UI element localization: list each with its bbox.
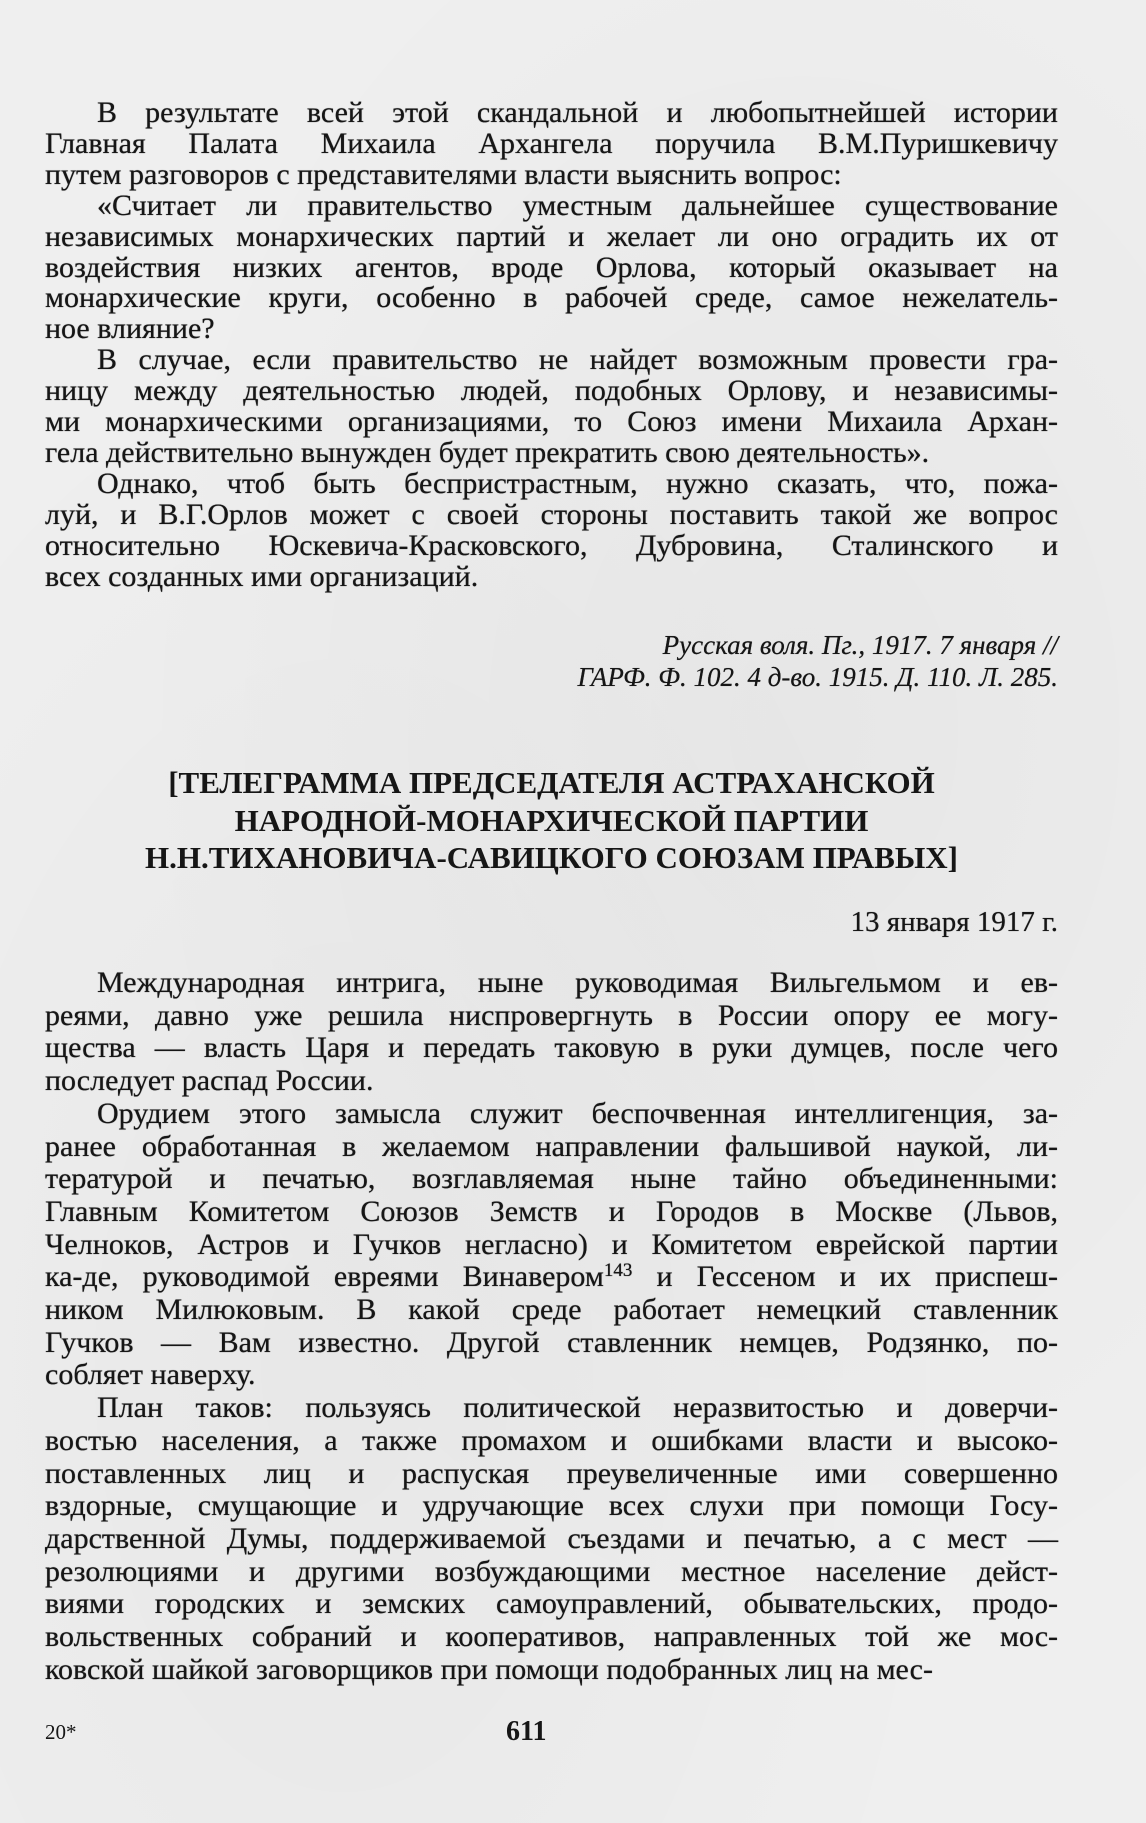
text-line: Орудием этого замысла служит беспочвенная интеллигенция, за- <box>97 1096 1058 1130</box>
source-citation-line: ГАРФ. Ф. 102. 4 д-во. 1915. Д. 110. Л. 285. <box>577 662 1058 692</box>
footnote-marker: 143 <box>603 1260 633 1282</box>
text-line: Международная интрига, ныне руководимая Вильгельмом и ев- <box>97 966 1058 999</box>
text-line: В случае, если правительство не найдет возможным провести гра- <box>97 343 1058 377</box>
text-line: ником Милюковым. В какой среде работает немецкий ставленник <box>45 1293 1058 1326</box>
text-line: Главная Палата Михаила Архангела поручила В.М.Пуришкевичу <box>45 126 1058 160</box>
text-line: В результате всей этой скандальной и любопытнейшей истории <box>97 96 1058 129</box>
text-line: луй, и В.Г.Орлов может с своей стороны поставить такой же вопрос <box>45 497 1058 531</box>
text-segment: и Гессеном и их приспеш- <box>632 1260 1059 1294</box>
document-heading-line: Н.Н.ТИХАНОВИЧА-САВИЦКОГО СОЮЗАМ ПРАВЫХ] <box>145 840 958 875</box>
page-number: 611 <box>506 1716 547 1747</box>
text-line: воздействия низких агентов, вроде Орлова, который оказывает на <box>45 250 1058 284</box>
text-segment: ка-де, руководимой евреями Винавером <box>45 1260 604 1294</box>
text-line: относительно Юскевича-Красковского, Дубровина, Сталинского и <box>45 528 1058 562</box>
text-line: ранее обработанная в желаемом направлении фальшивой наукой, ли- <box>45 1129 1058 1163</box>
document-date: 13 января 1917 г. <box>850 906 1058 938</box>
text-line: поставленных лиц и распуская преувеличенные ими совершенно <box>45 1456 1058 1490</box>
document-heading-line: НАРОДНОЙ-МОНАРХИЧЕСКОЙ ПАРТИИ <box>234 803 869 838</box>
text-line: всех созданных ими организаций. <box>45 559 479 593</box>
text-line: ми монархическими организациями, то Союз имени Михаила Архан- <box>45 405 1058 438</box>
text-line: Гучков — Вам известно. Другой ставленник немцев, Родзянко, по- <box>45 1325 1058 1359</box>
text-line: ковской шайкой заговорщиков при помощи подобранных лиц на мес- <box>45 1652 933 1686</box>
signature-mark: 20* <box>45 1720 77 1744</box>
text-line: независимых монархических партий и желает ли оно оградить их от <box>45 219 1058 253</box>
text-line: востью населения, а также промахом и ошибками власти и высоко- <box>45 1423 1058 1457</box>
text-line: Однако, чтоб быть беспристрастным, нужно сказать, что, пожа- <box>97 466 1058 500</box>
text-line: щества — власть Царя и передать таковую в руки думцев, после чего <box>45 1031 1058 1065</box>
text-line: последует распад России. <box>45 1064 374 1098</box>
text-line: резолюциями и другими возбуждающими местное население дейст- <box>45 1554 1058 1588</box>
text-line: Челноков, Астров и Гучков негласно) и Комитетом еврейской партии <box>45 1227 1058 1261</box>
text-line: путем разговоров с представителями власти выяснить вопрос: <box>45 157 842 191</box>
text-line: вольственных собраний и кооперативов, направленных той же мос- <box>45 1620 1058 1653</box>
text-line: тературой и печатью, возглавляемая ныне тайно объединенными: <box>45 1162 1058 1196</box>
text-line: дарственной Думы, поддерживаемой съездами и печатью, а с мест — <box>45 1521 1058 1555</box>
source-citation-line: Русская воля. Пг., 1917. 7 января // <box>662 630 1058 660</box>
document-heading-line: [ТЕЛЕГРАММА ПРЕДСЕДАТЕЛЯ АСТРАХАНСКОЙ <box>168 765 935 800</box>
text-line: реями, давно уже решила ниспровергнуть в России опору ее могу- <box>45 998 1058 1032</box>
text-line: План таков: пользуясь политической неразвитостью и доверчи- <box>97 1391 1058 1425</box>
text-line <box>45 1261 1058 1293</box>
text-line: виями городских и земских самоуправлений, обывательских, продо- <box>45 1587 1058 1621</box>
text-line: ницу между деятельностью людей, подобных Орлову, и независимы- <box>45 374 1058 408</box>
text-line: Главным Комитетом Союзов Земств и Городов в Москве (Львов, <box>45 1194 1058 1228</box>
text-line: гела действительно вынужден будет прекратить свою деятельность». <box>45 435 930 469</box>
text-line: монархические круги, особенно в рабочей среде, самое нежелатель- <box>45 281 1058 315</box>
text-line: собляет наверху. <box>45 1358 256 1392</box>
text-line: «Считает ли правительство уместным дальнейшее существование <box>97 188 1058 222</box>
text-line: вздорные, смущающие и удручающие всех слухи при помощи Госу- <box>45 1489 1058 1523</box>
text-line: ное влияние? <box>45 312 215 346</box>
